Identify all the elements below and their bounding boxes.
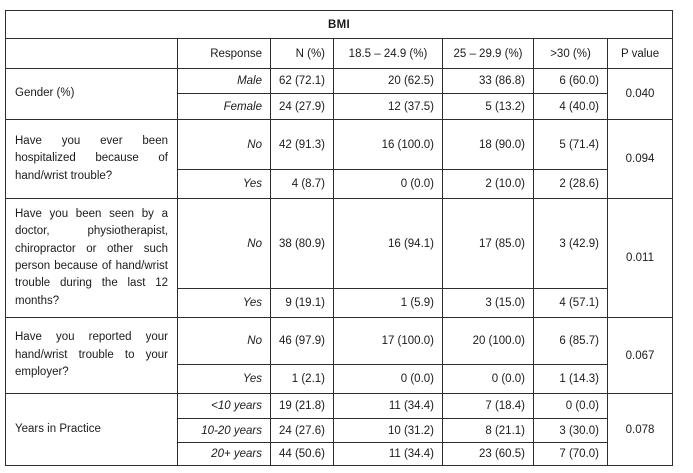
table-title-row xyxy=(6,11,673,39)
row-label-gender: Gender (%) xyxy=(6,69,178,120)
column-header-bmi-25-29: 25 – 29.9 (%) xyxy=(443,39,534,69)
response-cell: Yes xyxy=(178,170,271,199)
column-header-bmi-18-24: 18.5 – 24.9 (%) xyxy=(334,39,443,69)
value-cell: 4 (8.7) xyxy=(271,170,334,199)
value-cell: 0 (0.0) xyxy=(334,365,443,394)
bmi-statistics-table xyxy=(5,10,673,466)
table-row xyxy=(6,120,673,170)
value-cell: 0 (0.0) xyxy=(534,394,608,419)
value-cell: 12 (37.5) xyxy=(334,94,443,120)
response-cell: <10 years xyxy=(178,394,271,419)
value-cell: 46 (97.9) xyxy=(271,318,334,365)
value-cell: 3 (15.0) xyxy=(443,289,534,318)
value-cell: 33 (86.8) xyxy=(443,69,534,94)
value-cell: 18 (90.0) xyxy=(443,120,534,170)
value-cell: 10 (31.2) xyxy=(334,419,443,443)
p-value-cell-years-in-practice: 0.078 xyxy=(608,394,673,466)
response-cell: No xyxy=(178,199,271,289)
value-cell: 5 (71.4) xyxy=(534,120,608,170)
p-value-cell-reported-employer: 0.067 xyxy=(608,318,673,394)
response-cell: Yes xyxy=(178,289,271,318)
value-cell: 38 (80.9) xyxy=(271,199,334,289)
value-cell: 23 (60.5) xyxy=(443,443,534,466)
value-cell: 11 (34.4) xyxy=(334,443,443,466)
row-label-seen-by-doctor: Have you been seen by a doctor, physiotherapist, chiropractor or other such person because of hand/wrist trouble during the last 12 months? xyxy=(6,199,178,318)
value-cell: 0 (0.0) xyxy=(334,170,443,199)
column-header-empty xyxy=(6,39,178,69)
value-cell: 9 (19.1) xyxy=(271,289,334,318)
column-header-bmi-over-30: >30 (%) xyxy=(534,39,608,69)
value-cell: 24 (27.9) xyxy=(271,94,334,120)
column-header-response: Response xyxy=(178,39,271,69)
value-cell: 16 (94.1) xyxy=(334,199,443,289)
value-cell: 1 (2.1) xyxy=(271,365,334,394)
table-title: BMI xyxy=(6,11,673,39)
value-cell: 7 (18.4) xyxy=(443,394,534,419)
table-header-row xyxy=(6,39,673,69)
value-cell: 1 (14.3) xyxy=(534,365,608,394)
response-cell: Female xyxy=(178,94,271,120)
value-cell: 20 (62.5) xyxy=(334,69,443,94)
response-cell: 20+ years xyxy=(178,443,271,466)
response-cell: No xyxy=(178,120,271,170)
value-cell: 11 (34.4) xyxy=(334,394,443,419)
value-cell: 4 (40.0) xyxy=(534,94,608,120)
value-cell: 17 (85.0) xyxy=(443,199,534,289)
value-cell: 5 (13.2) xyxy=(443,94,534,120)
value-cell: 6 (85.7) xyxy=(534,318,608,365)
value-cell: 19 (21.8) xyxy=(271,394,334,419)
value-cell: 42 (91.3) xyxy=(271,120,334,170)
value-cell: 6 (60.0) xyxy=(534,69,608,94)
table-row xyxy=(6,199,673,289)
value-cell: 24 (27.6) xyxy=(271,419,334,443)
value-cell: 44 (50.6) xyxy=(271,443,334,466)
value-cell: 4 (57.1) xyxy=(534,289,608,318)
value-cell: 1 (5.9) xyxy=(334,289,443,318)
table-row xyxy=(6,394,673,419)
table-row xyxy=(6,318,673,365)
value-cell: 3 (30.0) xyxy=(534,419,608,443)
value-cell: 8 (21.1) xyxy=(443,419,534,443)
value-cell: 2 (10.0) xyxy=(443,170,534,199)
value-cell: 0 (0.0) xyxy=(443,365,534,394)
p-value-cell-hospitalized: 0.094 xyxy=(608,120,673,199)
p-value-cell-gender: 0.040 xyxy=(608,69,673,120)
value-cell: 20 (100.0) xyxy=(443,318,534,365)
response-cell: Male xyxy=(178,69,271,94)
p-value-cell-seen-by-doctor: 0.011 xyxy=(608,199,673,318)
row-label-hospitalized: Have you ever been hospitalized because of hand/wrist trouble? xyxy=(6,120,178,199)
response-cell: 10-20 years xyxy=(178,419,271,443)
column-header-n-pct: N (%) xyxy=(271,39,334,69)
row-label-years-in-practice: Years in Practice xyxy=(6,394,178,466)
value-cell: 16 (100.0) xyxy=(334,120,443,170)
value-cell: 62 (72.1) xyxy=(271,69,334,94)
value-cell: 17 (100.0) xyxy=(334,318,443,365)
table-row xyxy=(6,69,673,94)
value-cell: 2 (28.6) xyxy=(534,170,608,199)
response-cell: Yes xyxy=(178,365,271,394)
response-cell: No xyxy=(178,318,271,365)
column-header-p-value: P value xyxy=(608,39,673,69)
row-label-reported-employer: Have you reported your hand/wrist trouble to your employer? xyxy=(6,318,178,394)
value-cell: 7 (70.0) xyxy=(534,443,608,466)
value-cell: 3 (42.9) xyxy=(534,199,608,289)
